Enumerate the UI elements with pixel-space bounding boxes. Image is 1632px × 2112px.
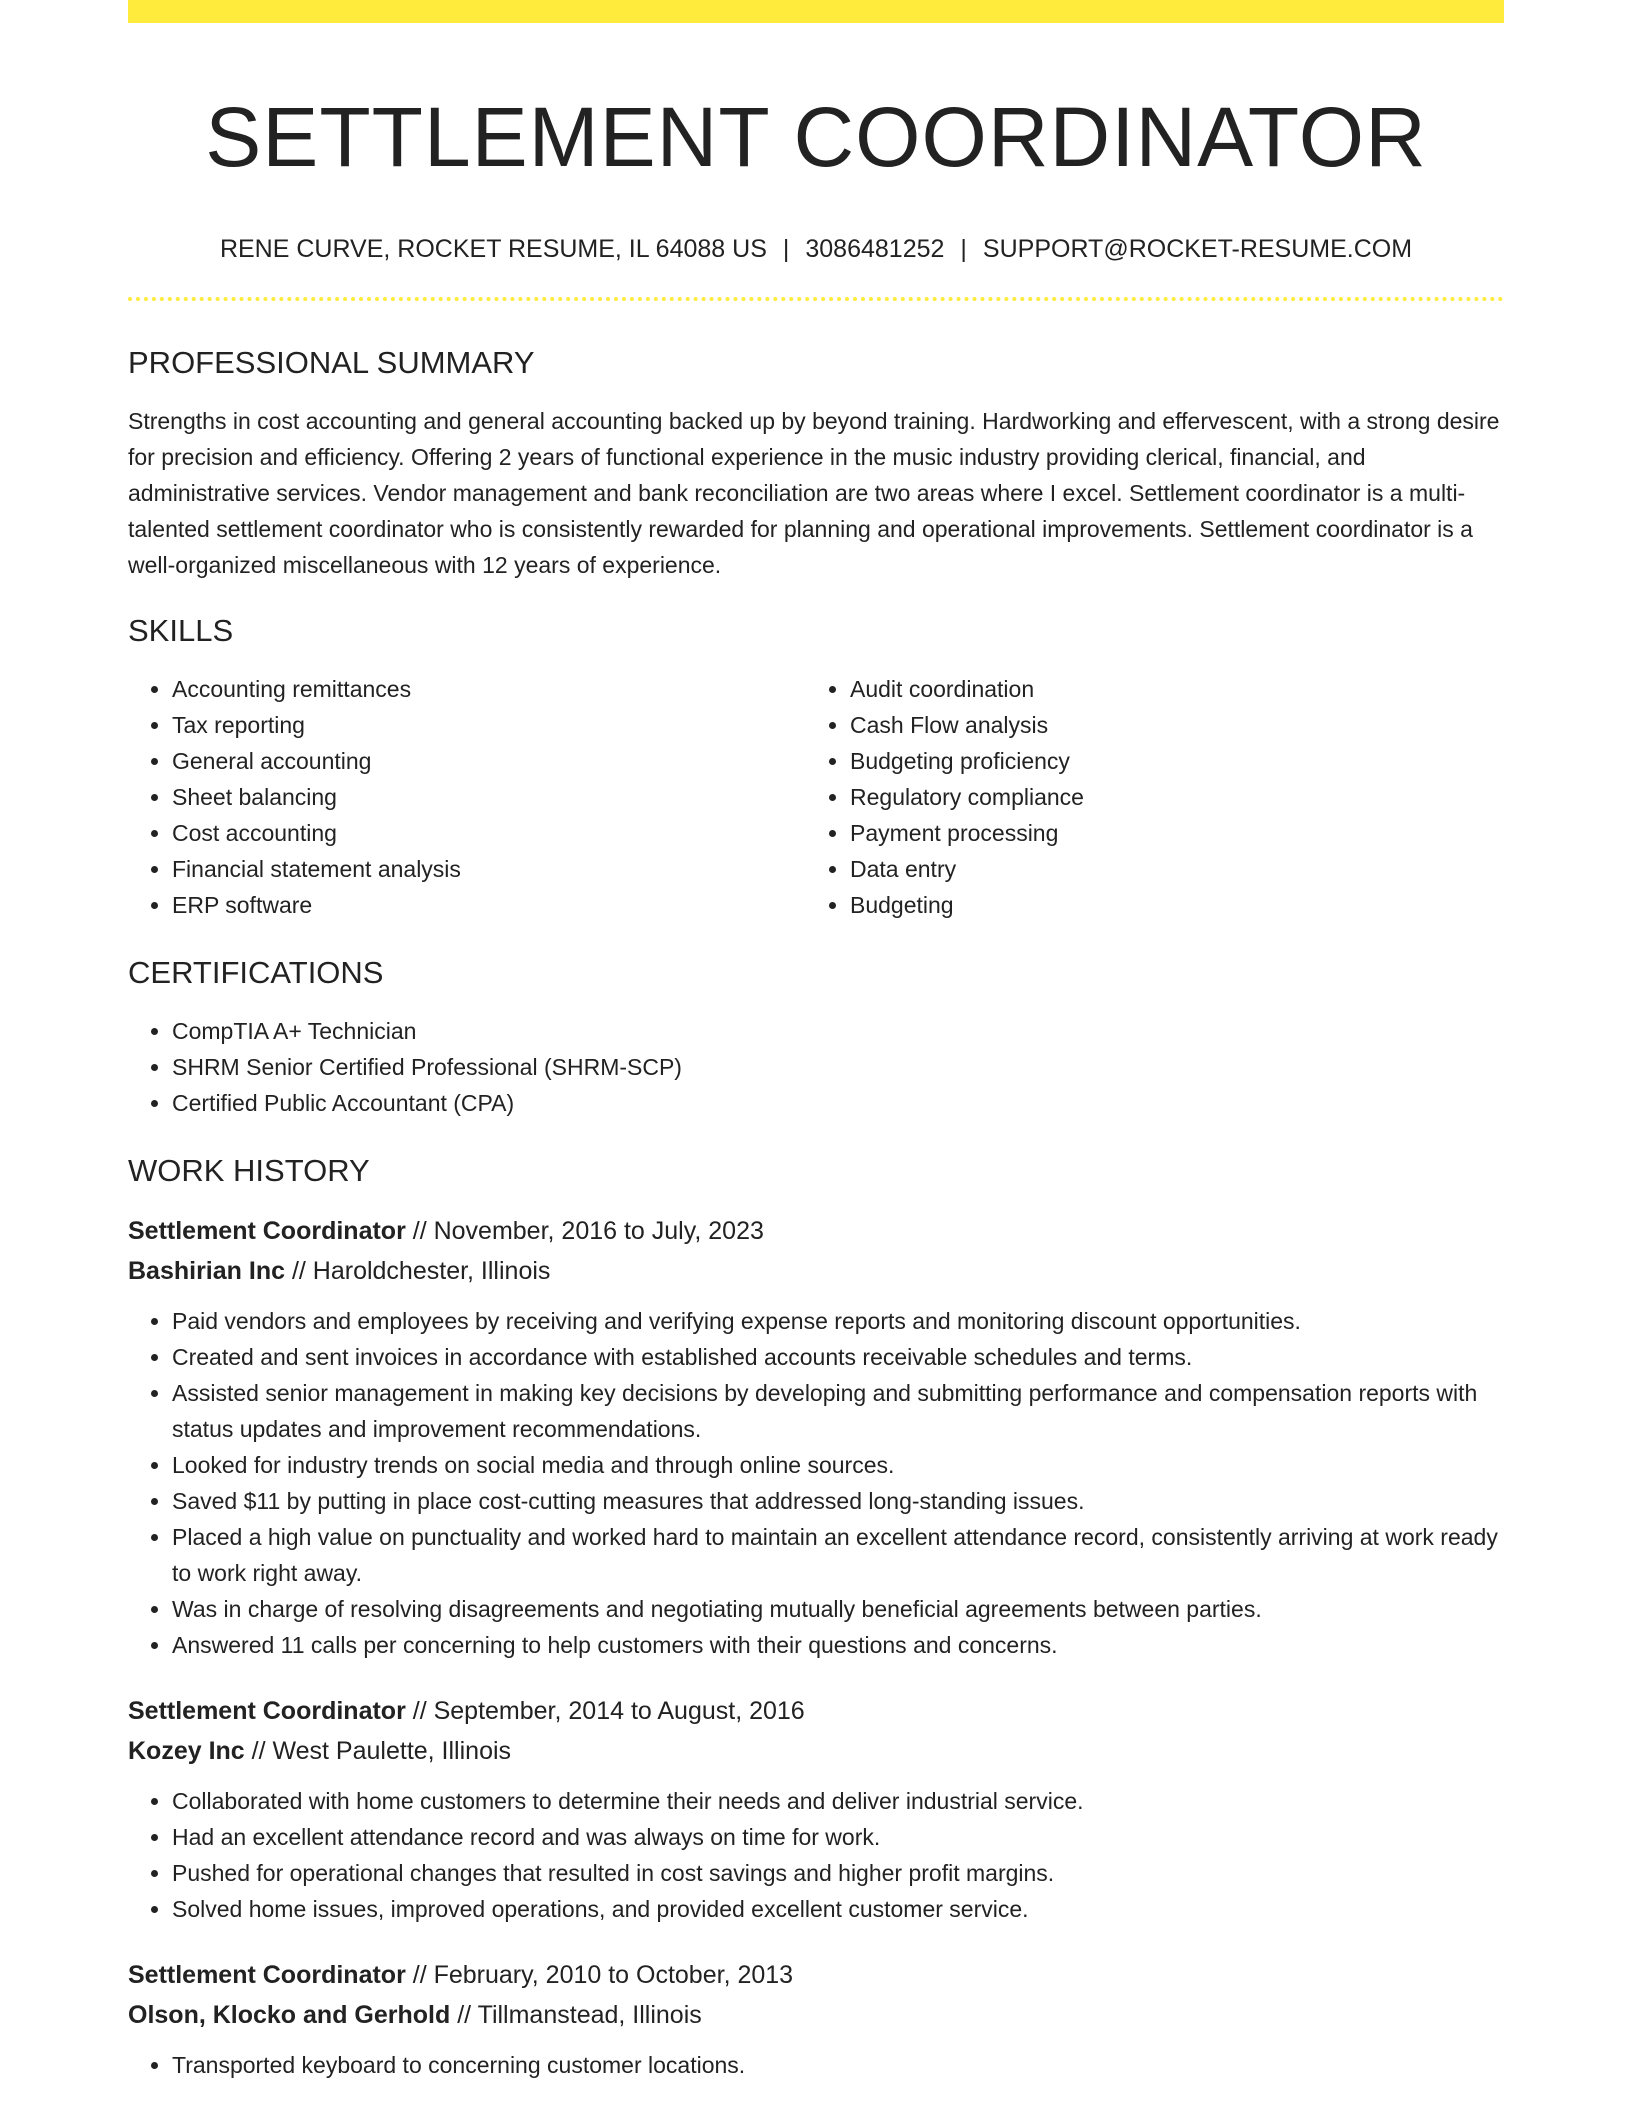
job-bullets <box>128 2047 1504 2083</box>
job-dates: // February, 2010 to October, 2013 <box>412 1961 794 1989</box>
skill-item: • Accounting remittances <box>172 671 806 707</box>
job-bullets <box>128 1783 1504 1927</box>
skill-item: • Data entry <box>850 851 1484 887</box>
certifications-list <box>128 1013 1504 1121</box>
dotted-divider <box>128 297 1504 301</box>
skills-grid <box>128 671 1504 923</box>
job-title-line <box>128 1211 1504 1251</box>
job-company: Kozey Inc <box>128 1737 245 1765</box>
job-title-line <box>128 1691 1504 1731</box>
job-bullet: • Was in charge of resolving disagreements and negotiating mutually beneficial agreements between parties. <box>172 1591 1504 1627</box>
job-bullet: • Saved $11 by putting in place cost-cutting measures that addressed long-standing issues. <box>172 1483 1504 1519</box>
certifications-heading: CERTIFICATIONS <box>128 955 384 990</box>
summary-heading: PROFESSIONAL SUMMARY <box>128 345 535 380</box>
job-bullet: • Placed a high value on punctuality and worked hard to maintain an excellent attendance record, consistently arriving at work ready to work right away. <box>172 1519 1504 1591</box>
contact-line <box>128 233 1504 265</box>
skill-item: • Budgeting proficiency <box>850 743 1484 779</box>
skills-heading: SKILLS <box>128 613 234 648</box>
job-dates: // September, 2014 to August, 2016 <box>412 1697 805 1725</box>
job-entry <box>128 1955 1504 2083</box>
job-company: Olson, Klocko and Gerhold <box>128 2001 451 2029</box>
job-entry <box>128 1691 1504 1927</box>
resume-page <box>128 0 1504 2083</box>
resume-title: SETTLEMENT COORDINATOR <box>205 90 1427 184</box>
job-bullet: • Looked for industry trends on social media and through online sources. <box>172 1447 1504 1483</box>
skills-column-left <box>128 671 806 923</box>
job-bullet: • Paid vendors and employees by receiving and verifying expense reports and monitoring discount opportunities. <box>172 1303 1504 1339</box>
work-history-heading: WORK HISTORY <box>128 1153 370 1188</box>
job-bullet: • Assisted senior management in making key decisions by developing and submitting performance and compensation reports with status updates and improvement recommendations. <box>172 1375 1504 1447</box>
skill-item: • Cash Flow analysis <box>850 707 1484 743</box>
skills-list-right <box>806 671 1484 923</box>
skills-list-left <box>128 671 806 923</box>
contact-email: SUPPORT@ROCKET-RESUME.COM <box>982 235 1413 263</box>
job-bullets <box>128 1303 1504 1663</box>
skill-item: • Tax reporting <box>172 707 806 743</box>
job-bullet: • Had an excellent attendance record and was always on time for work. <box>172 1819 1504 1855</box>
skill-item: • General accounting <box>172 743 806 779</box>
job-bullet: • Pushed for operational changes that resulted in cost savings and higher profit margins. <box>172 1855 1504 1891</box>
job-company-line <box>128 1995 1504 2035</box>
skill-item: • Audit coordination <box>850 671 1484 707</box>
skill-item: • Sheet balancing <box>172 779 806 815</box>
summary-text: Strengths in cost accounting and general accounting backed up by beyond training. Hardworking and effervescent, with a strong desire for precision and efficiency. Offering 2 years of functional experience in the music industry providing clerical, financial, and administrative services. Vendor management and bank reconciliation are two areas where I excel. Settlement coordinator is a multi-talented settlement coordinator who is consistently rewarded for planning and operational improvements. Settlement coordinator is a well-organized miscellaneous with 12 years of experience. <box>128 408 1500 578</box>
job-bullet: • Collaborated with home customers to determine their needs and deliver industrial service. <box>172 1783 1504 1819</box>
contact-address: RENE CURVE, ROCKET RESUME, IL 64088 US <box>219 235 767 263</box>
job-location: // West Paulette, Illinois <box>251 1737 512 1765</box>
job-role: Settlement Coordinator <box>128 1961 406 1989</box>
contact-separator: | <box>960 235 967 263</box>
job-company-line <box>128 1251 1504 1291</box>
skill-item: • Regulatory compliance <box>850 779 1484 815</box>
skill-item: • Cost accounting <box>172 815 806 851</box>
certification-item: • Certified Public Accountant (CPA) <box>172 1085 1504 1121</box>
skill-item: • Payment processing <box>850 815 1484 851</box>
job-title-line <box>128 1955 1504 1995</box>
job-role: Settlement Coordinator <box>128 1217 406 1245</box>
top-accent-bar <box>128 0 1504 23</box>
job-bullet: • Answered 11 calls per concerning to help customers with their questions and concerns. <box>172 1627 1504 1663</box>
job-bullet: • Created and sent invoices in accordance with established accounts receivable schedules and terms. <box>172 1339 1504 1375</box>
skill-item: • ERP software <box>172 887 806 923</box>
job-company: Bashirian Inc <box>128 1257 285 1285</box>
contact-separator: | <box>782 235 790 263</box>
contact-phone: 3086481252 <box>805 235 945 263</box>
skill-item: • Financial statement analysis <box>172 851 806 887</box>
job-entry <box>128 1211 1504 1663</box>
job-dates: // November, 2016 to July, 2023 <box>412 1217 764 1245</box>
certification-item: • CompTIA A+ Technician <box>172 1013 1504 1049</box>
job-role: Settlement Coordinator <box>128 1697 406 1725</box>
certification-item: • SHRM Senior Certified Professional (SHRM-SCP) <box>172 1049 1504 1085</box>
skills-column-right <box>806 671 1484 923</box>
job-location: // Tillmanstead, Illinois <box>457 2001 702 2029</box>
job-bullet: • Transported keyboard to concerning customer locations. <box>172 2047 1504 2083</box>
job-bullet: • Solved home issues, improved operations, and provided excellent customer service. <box>172 1891 1504 1927</box>
job-location: // Haroldchester, Illinois <box>291 1257 551 1285</box>
job-company-line <box>128 1731 1504 1771</box>
skill-item: • Budgeting <box>850 887 1484 923</box>
